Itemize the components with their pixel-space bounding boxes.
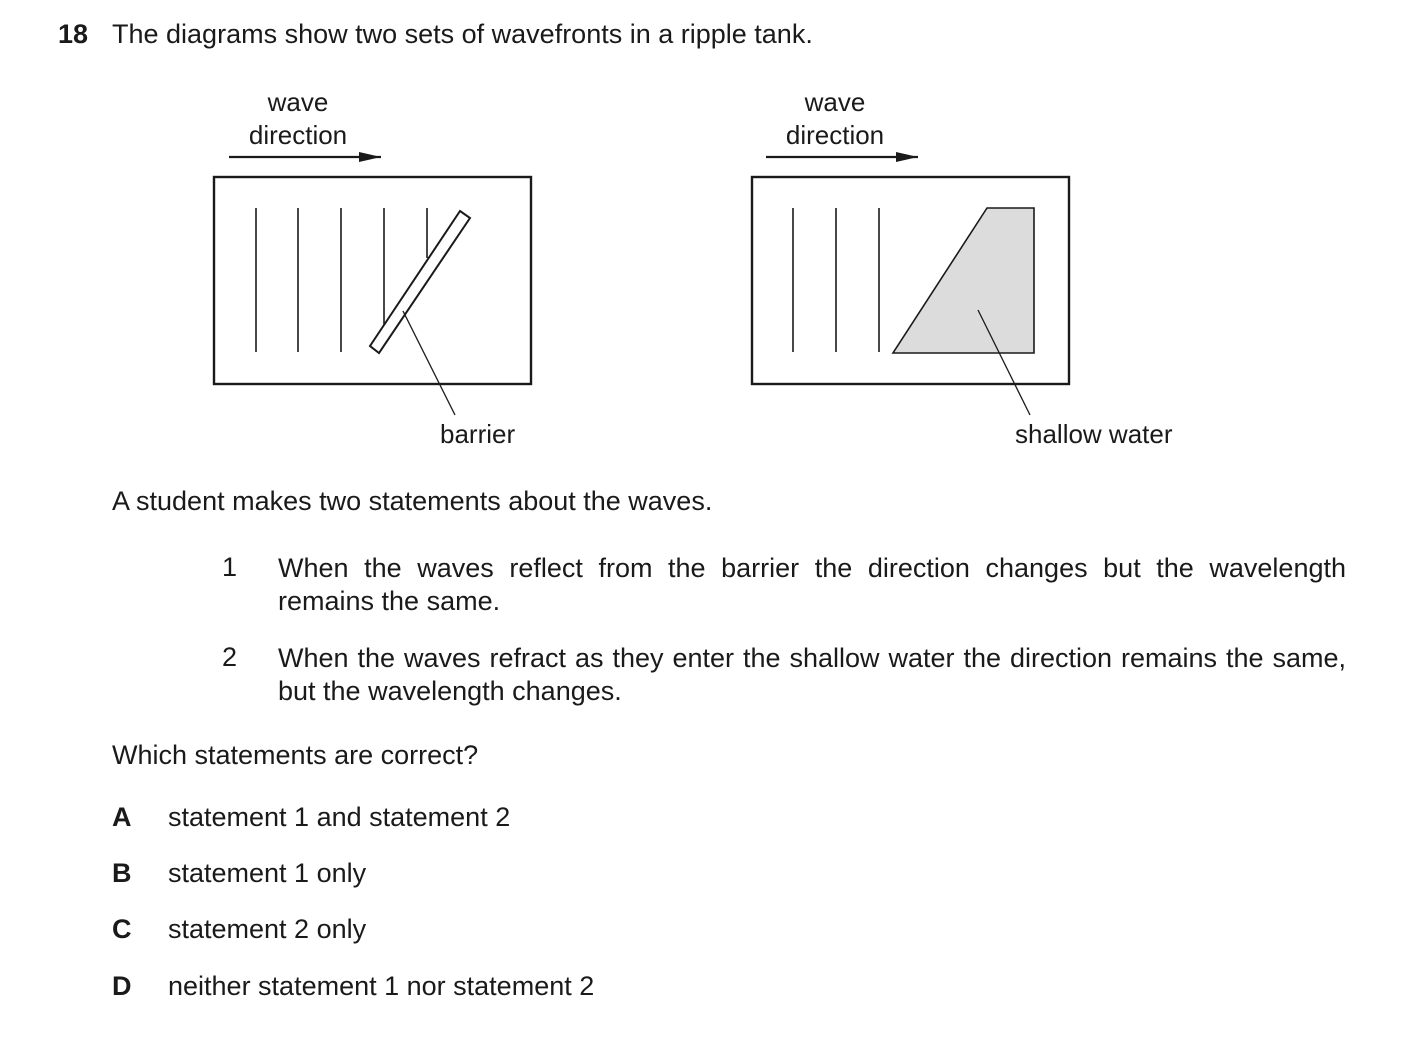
option-d-letter: D [112, 971, 132, 1001]
option-a-letter: A [112, 802, 132, 832]
statement-2-text: When the waves refract as they enter the shallow water the direction remains the same, but the wavelength changes. [278, 643, 1346, 706]
right-wave-label: wave [804, 87, 866, 117]
barrier-label: barrier [440, 419, 516, 449]
left-ripple-tank [214, 177, 531, 384]
left-wave-label: wave [267, 87, 329, 117]
option-b-text: statement 1 only [168, 858, 367, 888]
option-d-text: neither statement 1 nor statement 2 [168, 971, 595, 1001]
right-direction-label: direction [785, 120, 885, 150]
option-c-letter: C [112, 914, 132, 944]
shallow-water-diagram [752, 87, 1173, 449]
intro-text: A student makes two statements about the waves. [112, 486, 713, 516]
left-direction-label: direction [248, 120, 348, 150]
statement-1-number: 1 [222, 552, 238, 582]
statement-2-number: 2 [222, 642, 238, 672]
barrier-callout-line [403, 311, 455, 415]
statement-1-text: When the waves reflect from the barrier the direction changes but the wavelength remains the same. [278, 553, 1346, 616]
ripple-tank-figures [0, 0, 1403, 470]
question-prompt: Which statements are correct? [112, 740, 479, 770]
option-b-letter: B [112, 858, 132, 888]
option-c-text: statement 2 only [168, 914, 367, 944]
barrier-diagram [214, 87, 531, 449]
question-number: 18 [58, 19, 89, 49]
option-a-text: statement 1 and statement 2 [168, 802, 511, 832]
shallow-water-label: shallow water [1015, 419, 1173, 449]
right-wavefronts [793, 208, 879, 352]
question-text: The diagrams show two sets of wavefronts in a ripple tank. [112, 19, 813, 49]
left-wavefronts [256, 208, 427, 352]
barrier [370, 211, 470, 353]
shallow-water-region [893, 208, 1034, 353]
